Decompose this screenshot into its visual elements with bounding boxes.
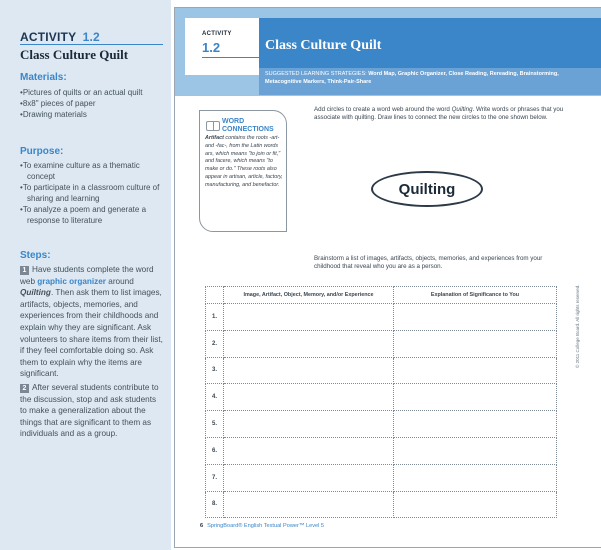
table-cell-explanation[interactable]: [394, 384, 557, 411]
table-row: 4.: [206, 384, 557, 411]
sidebar-activity-number: 1.2: [82, 30, 100, 44]
table-header-row: [206, 287, 557, 304]
list-item: • To analyze a poem and generate a response to literature: [20, 204, 168, 226]
page-activity-number: 1.2: [202, 40, 221, 55]
page-footer: 6 SpringBoard® English Textual Power™ Level 5: [200, 523, 325, 529]
brainstorm-table: [205, 286, 557, 518]
list-item: • Drawing materials: [20, 109, 168, 120]
materials-heading: Materials:: [20, 72, 67, 83]
word-connections-heading: WORD CONNECTIONS: [222, 118, 274, 133]
word-connections-text: Artifact contains the roots -art- and -fac-, from the Latin words ars, which means "to join or fit," and facere, which means "to make or do." These roots also appear in artisan, article, factory, manufacturing, and benefactor.: [205, 135, 283, 188]
brainstorm-instructions: Brainstorm a list of images, artifacts, objects, memories, and experiences from your childhood that reveal who you are as a person.: [314, 255, 543, 271]
purpose-heading: Purpose:: [20, 146, 64, 157]
word-web-center-oval[interactable]: Quilting: [371, 171, 483, 207]
materials-list: [20, 87, 168, 120]
purpose-list: [20, 160, 168, 226]
steps-heading: Steps:: [20, 250, 51, 261]
step-2: 2 After several students contribute to the discussion, stop and ask students to make a generalization about the things that are significant to them as individuals and as a group.: [20, 382, 159, 439]
student-page: [174, 7, 601, 548]
teacher-sidebar: [0, 0, 171, 550]
book-icon: [206, 121, 220, 131]
sidebar-activity-label: ACTIVITY 1.2: [20, 30, 100, 44]
table-cell-explanation[interactable]: [394, 491, 557, 518]
table-header-significance: Explanation of Significance to You: [394, 287, 557, 304]
table-row: 1.: [206, 304, 557, 331]
activity-badge-rule: [202, 57, 259, 58]
table-row: 2.: [206, 330, 557, 357]
table-cell-entry[interactable]: [224, 384, 394, 411]
list-item: • To participate in a classroom culture of sharing and learning: [20, 182, 168, 204]
list-item: • 8x8" pieces of paper: [20, 98, 168, 109]
table-header-image-artifact: Image, Artifact, Object, Memory, and/or Experience: [224, 287, 394, 304]
step-number-badge: 2: [20, 384, 29, 393]
step-number-badge: 1: [20, 266, 29, 275]
page-number: 6: [200, 523, 204, 529]
word-web-instructions: Add circles to create a word web around the word Quilting. Write words or phrases that you associate with quilting. Draw lines to connect the new circles to the one shown below.: [314, 106, 564, 122]
table-header-blank: [206, 287, 224, 304]
table-row: 5.: [206, 411, 557, 438]
table-cell-explanation[interactable]: [394, 411, 557, 438]
table-row: 6.: [206, 437, 557, 464]
table-cell-entry[interactable]: [224, 304, 394, 331]
list-item: • To examine culture as a thematic concept: [20, 160, 168, 182]
table-cell-explanation[interactable]: [394, 464, 557, 491]
copyright-notice: © 2011 College Board. All rights reserved.: [575, 284, 580, 368]
learning-strategies: SUGGESTED LEARNING STRATEGIES: Word Map, Graphic Organizer, Close Reading, Rereading, Brainstorming, Metacognitive Markers, Think-Pair-Share: [265, 71, 559, 85]
table-cell-entry[interactable]: [224, 464, 394, 491]
table-cell-entry[interactable]: [224, 491, 394, 518]
table-cell-explanation[interactable]: [394, 304, 557, 331]
table-cell-explanation[interactable]: [394, 357, 557, 384]
page-activity-label: ACTIVITY: [202, 31, 232, 37]
steps-body: [20, 264, 164, 442]
table-cell-explanation[interactable]: [394, 330, 557, 357]
page-title: Class Culture Quilt: [265, 38, 382, 53]
table-row: 3.: [206, 357, 557, 384]
table-cell-entry[interactable]: [224, 411, 394, 438]
table-cell-entry[interactable]: [224, 437, 394, 464]
sidebar-title: Class Culture Quilt: [20, 47, 129, 62]
sidebar-divider: [20, 44, 163, 45]
graphic-organizer-link[interactable]: graphic organizer: [37, 276, 106, 286]
table-cell-explanation[interactable]: [394, 437, 557, 464]
table-cell-entry[interactable]: [224, 330, 394, 357]
list-item: • Pictures of quilts or an actual quilt: [20, 87, 168, 98]
word-connections-box: [199, 110, 287, 232]
table-row: 7.: [206, 464, 557, 491]
step-1: 1 Have students complete the word web graphic organizer around Quilting. Then ask them to list images, artifacts, objects, memories, and experiences from their childhoods and explain why they are significant. Ask volunteers to share items from their list, if they feel comfortable doing so. Ask them to explain why the items are significant.: [20, 265, 163, 379]
table-cell-entry[interactable]: [224, 357, 394, 384]
activity-badge: [185, 18, 259, 75]
table-row: 8.: [206, 491, 557, 518]
